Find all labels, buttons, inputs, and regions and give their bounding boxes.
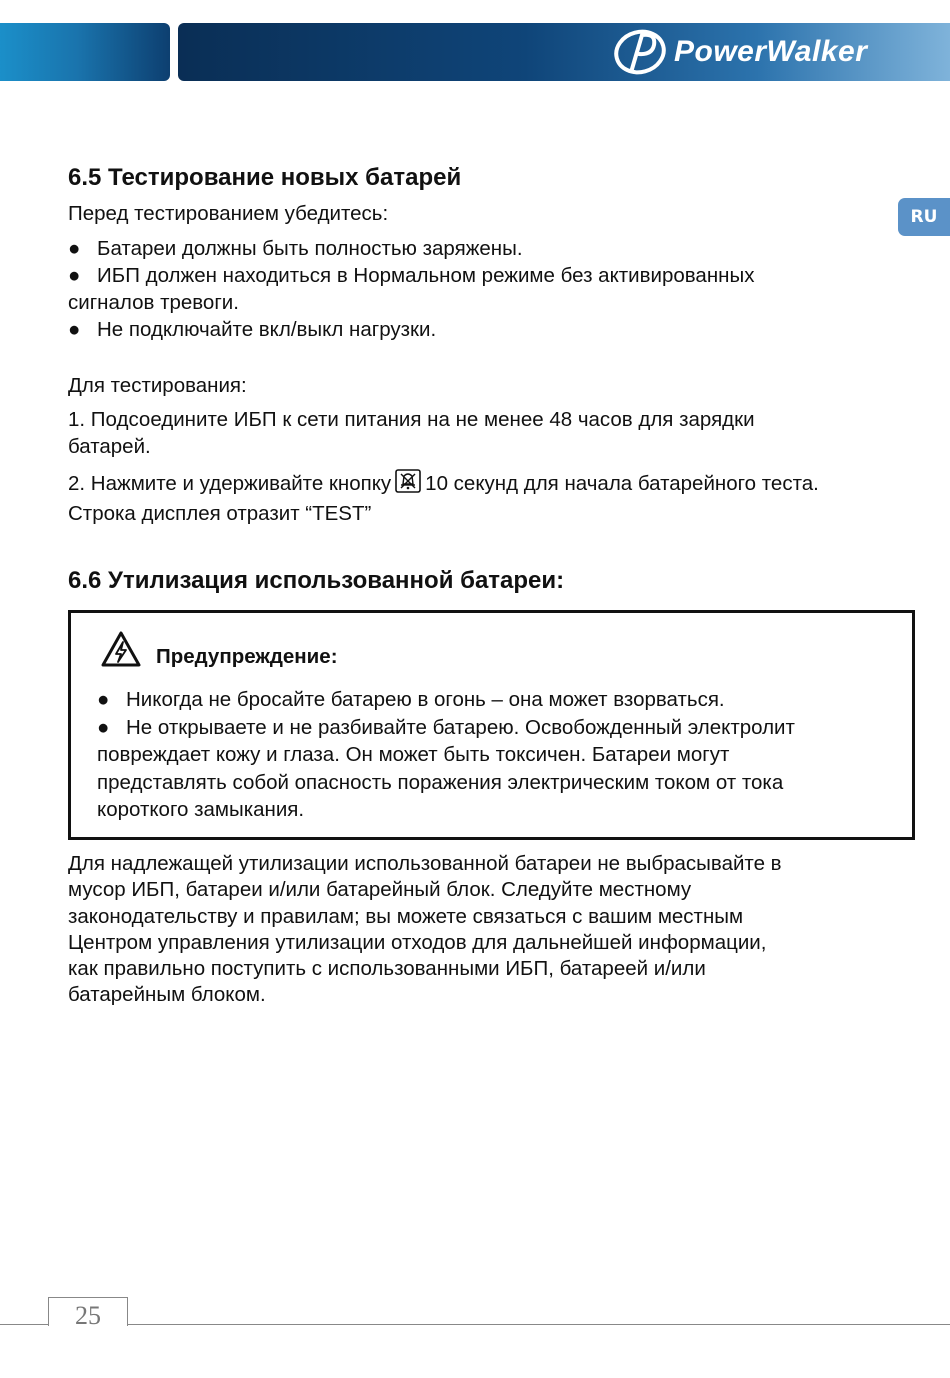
powerwalker-logo-icon: [612, 27, 670, 77]
language-tab[interactable]: RU: [898, 198, 950, 236]
list-item: ● Не открываете и не разбивайте батарею. Освобожденный электролит: [97, 714, 917, 742]
page-number: 25: [48, 1297, 128, 1326]
test-step-1: 1. Подсоедините ИБП к сети питания на не менее 48 часов для зарядки батарей.: [68, 408, 755, 458]
bullet-dot-icon: ●: [97, 715, 110, 739]
section-6-5-intro: Перед тестированием убедитесь:: [68, 202, 389, 225]
section-6-6-title: 6.6 Утилизация использованной батареи:: [68, 567, 565, 594]
test-step-2: 2. Нажмите и удерживайте кнопку 10 секунд для начала батарейного теста. Строка дисплея отразит “TEST”: [68, 469, 928, 527]
warning-title: Предупреждение:: [100, 630, 338, 668]
bullet-dot-icon: ●: [97, 688, 110, 711]
warning-text: ● Никогда не бросайте батарею в огонь – она может взорваться. ● Не открываете и не разбивайте батарею. Освобожденный электролит повреждает кожу и глаза. Он может быть токсичен. Батареи могут представлять собой опасность поражения электрическим током от тока короткого замыкания.: [97, 686, 917, 824]
bullet-dot-icon: ●: [68, 237, 81, 260]
brand-name: PowerWalker: [674, 35, 868, 68]
brand-logo: [612, 25, 942, 79]
footer-rule: [0, 1324, 950, 1325]
list-item: ● Не подключайте вкл/выкл нагрузки.: [68, 318, 437, 341]
bullet-dot-icon: ●: [68, 264, 81, 287]
bullet-dot-icon: ●: [68, 318, 81, 341]
electric-hazard-warning-icon: [100, 630, 142, 668]
list-item: ● ИБП должен находиться в Нормальном режиме без активированных: [68, 264, 755, 287]
section-6-5-title: 6.5 Тестирование новых батарей: [68, 164, 462, 191]
precondition-list: [68, 235, 908, 343]
list-item: ● Батареи должны быть полностью заряжены.: [68, 237, 523, 260]
header-banner-left: [0, 23, 170, 81]
list-item-continuation: сигналов тревоги.: [68, 291, 239, 314]
test-intro: Для тестирования:: [68, 374, 247, 397]
disposal-paragraph: Для надлежащей утилизации использованной батареи не выбрасывайте в мусор ИБП, батареи и/или батарейный блок. Следуйте местному законодательству и правилам; вы можете связаться с вашим местным Центром управления утилизации отходов для дальнейшей информации, как правильно поступить с использованными ИБП, батареей и/или батарейным блоком.: [68, 852, 782, 1007]
list-item: ● Никогда не бросайте батарею в огонь – она может взорваться.: [97, 686, 917, 714]
mute-test-button-icon: [395, 469, 421, 500]
